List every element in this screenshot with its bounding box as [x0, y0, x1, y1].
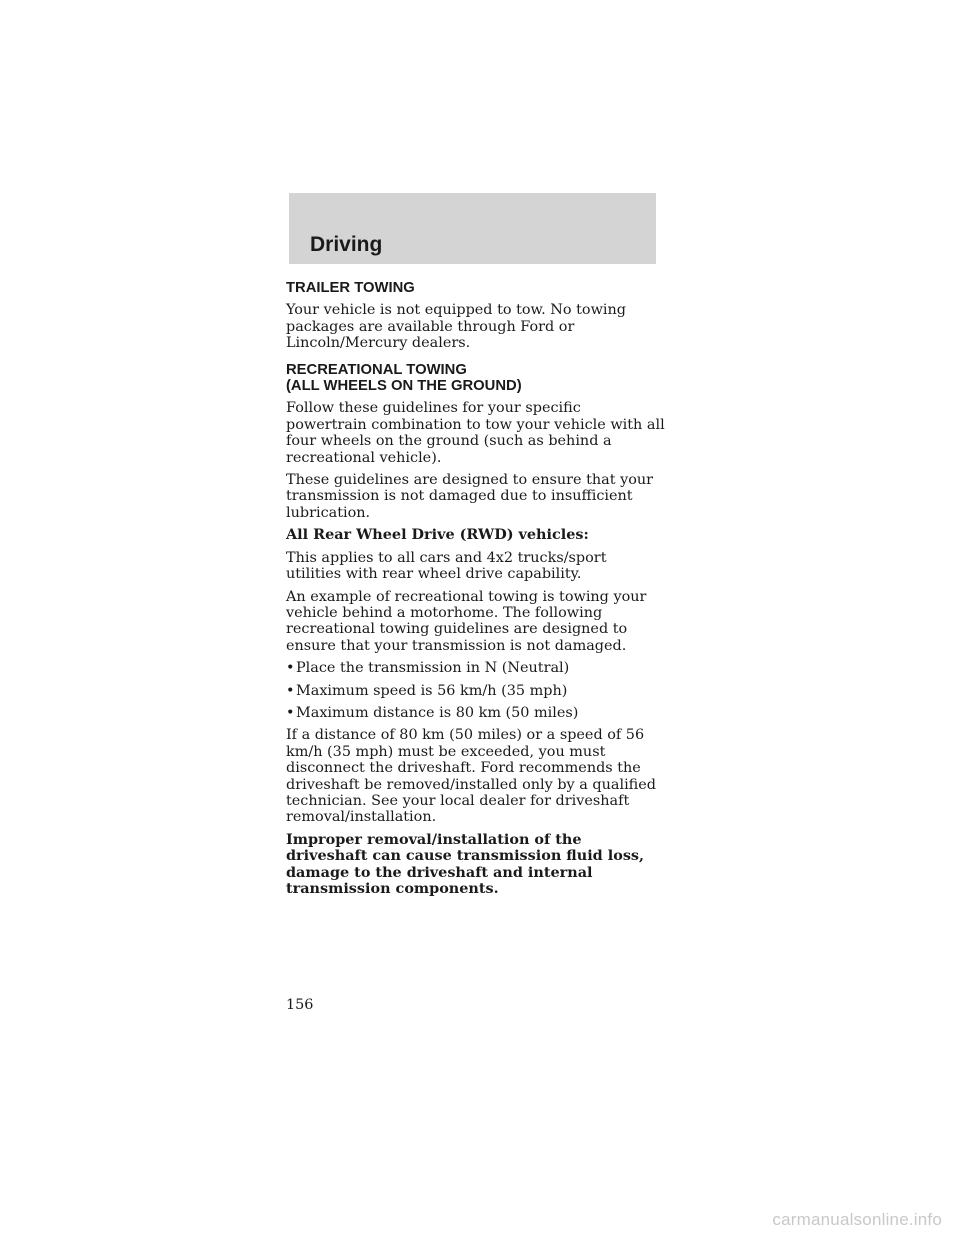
recreational-heading-line2: (ALL WHEELS ON THE GROUND) [286, 378, 522, 395]
example-text: An example of recreational towing is towing your vehicle behind a motorhome. The following recreational towing guidelines are designed to ensure that your transmission is not damaged. [286, 588, 647, 654]
list-item [286, 660, 666, 676]
page-content [286, 280, 666, 903]
recreational-text-guidelines: Follow these guidelines for your specific powertrain combination to tow your vehicle with all four wheels on the ground (such as behind a recreational vehicle). [286, 400, 665, 466]
section-title: Driving [310, 233, 383, 256]
recreational-heading-line1: RECREATIONAL TOWING [286, 361, 467, 378]
section-header-band [289, 193, 656, 264]
bullet-text: Place the transmission in N (Neutral) [296, 660, 570, 677]
watermark: carmanualsonline.info [772, 1210, 942, 1229]
page-number: 156 [286, 997, 314, 1013]
recreational-towing-heading [286, 362, 666, 395]
bullet-icon: • [286, 660, 295, 677]
recreational-text-lubrication: These guidelines are designed to ensure that your transmission is not damaged due to insufficient lubrication. [286, 472, 654, 521]
warning-text: Improper removal/installation of the driveshaft can cause transmission fluid loss, damage to the driveshaft and internal transmission components. [286, 830, 645, 897]
rwd-heading: All Rear Wheel Drive (RWD) vehicles: [286, 526, 589, 544]
list-item [286, 683, 666, 699]
trailer-towing-text: Your vehicle is not equipped to tow. No towing packages are available through Ford or Lincoln/Mercury dealers. [286, 302, 626, 352]
bullet-icon: • [286, 682, 295, 699]
trailer-towing-heading: TRAILER TOWING [286, 280, 415, 296]
rwd-text: This applies to all cars and 4x2 trucks/sport utilities with rear wheel drive capability. [286, 549, 607, 583]
bullet-text: Maximum speed is 56 km/h (35 mph) [296, 682, 568, 699]
bullet-text: Maximum distance is 80 km (50 miles) [296, 704, 579, 721]
exceed-text: If a distance of 80 km (50 miles) or a speed of 56 km/h (35 mph) must be exceeded, you must disconnect the driveshaft. Ford recommends the driveshaft be removed/installed only by a qualified technician. See your local dealer for driveshaft removal/installation. [286, 727, 656, 826]
bullet-icon: • [286, 704, 295, 721]
list-item [286, 705, 666, 721]
